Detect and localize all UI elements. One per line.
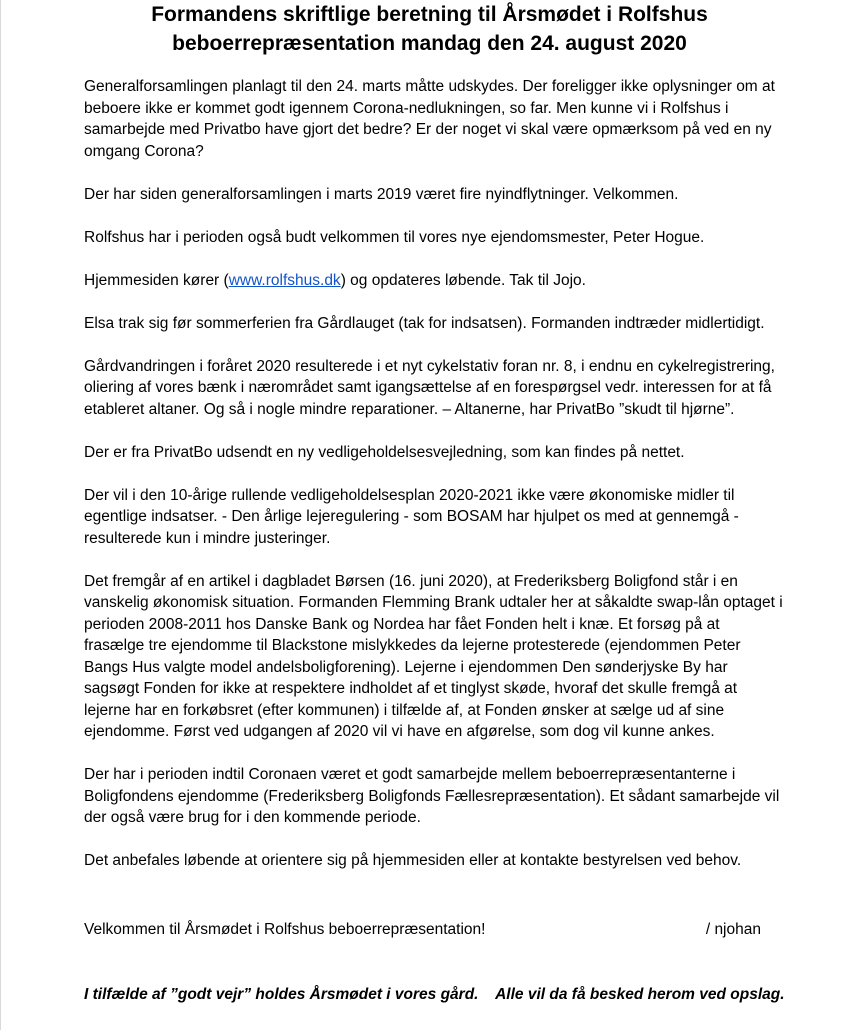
website-text-before: Hjemmesiden kører ( — [84, 271, 229, 289]
paragraph-new-tenants: Der har siden generalforsamlingen i marts 2019 været fire nyindflytninger. Velkommen. — [84, 185, 679, 203]
title-line-2: beboerrepræsentation mandag den 24. august 2020 — [172, 32, 687, 55]
paragraph-caretaker: Rolfshus har i perioden også budt velkommen til vores nye ejendomsmester, Peter Hogue. — [84, 228, 705, 246]
paragraph-recommendation: Det anbefales løbende at orientere sig på hjemmesiden eller at kontakte bestyrelsen ved behov. — [84, 852, 742, 869]
paragraph-boligfond: Det fremgår af en artikel i dagbladet Børsen (16. juni 2020), at Frederiksberg Boligfond står i en vanskelig økonomisk situation. Formanden Flemming Brank udtaler her at såkaldte swap-lån optaget i perioden 2008-2011 hos Danske Bank og Nordea har fået Fonden helt i knæ. Et forsøg på at frasælge tre ejendomme til Blackstone mislykkedes da lejerne protesterede (ejendommen Peter Bangs Hus valgte model andelsboligforening). Lejerne i ejendommen Den sønderjyske By har sagsøgt Fonden for ikke at respektere indholdet af et tinglyst skøde, hvoraf det skulle fremgå at lejerne har en forkøbsret (efter kommunen) i tilfælde af, at Fonden ønsker at sælge ud af sine ejendomme. Først ved udgangen af 2020 vil vi have en afgørelse, som dog vil kunne ankes. — [84, 572, 783, 740]
paragraph-maintenance-plan: Der vil i den 10-årige rullende vedligeholdelsesplan 2020-2021 ikke være økonomiske midler til egentlige indsatser. - Den årlige lejeregulering - som BOSAM har hjulpet os med at gennemgå - resulterede kun i mindre justeringer. — [84, 486, 739, 547]
document-body — [84, 76, 784, 893]
paragraph-website — [84, 270, 784, 292]
title-line-1: Formandens skriftlige beretning til Årsmødet i Rolfshus — [151, 3, 708, 26]
paragraph-courtyard-walk: Gårdvandringen i foråret 2020 resulterede i et nyt cykelstativ foran nr. 8, i endnu en cykelregistrering, oliering af vores bænk i nærområdet samt igangsættelse af en forespørgsel vedr. interessen for at få etableret altaner. Og så i nogle mindre reparationer. – Altanerne, har PrivatBo ”skudt til hjørne”. — [84, 357, 775, 418]
website-text-after: ) og opdateres løbende. Tak til Jojo. — [340, 271, 586, 289]
footer-note: I tilfælde af ”godt vejr” holdes Årsmødet i vores gård. Alle vil da få besked herom ved opslag. — [84, 986, 785, 1003]
paragraph-general-assembly: Generalforsamlingen planlagt til den 24. marts måtte udskydes. Der foreligger ikke oplysninger om at beboere ikke er kommet godt igennem Corona-nedlukningen, so far. Men kunne vi i Rolfshus i samarbejde med Privatbo have gjort det bedre? Er der noget vi skal være opmærksom på ved en ny omgang Corona? — [84, 78, 775, 160]
paragraph-courtyard-guild: Elsa trak sig før sommerferien fra Gårdlauget (tak for indsatsen). Formanden indtræder midlertidigt. — [84, 314, 765, 332]
document-title — [1, 0, 858, 58]
website-link[interactable]: www.rolfshus.dk — [228, 271, 341, 289]
paragraph-cooperation: Der har i perioden indtil Coronaen været et godt samarbejde mellem beboerrepræsentanterne i Boligfondens ejendomme (Frederiksberg Boligfonds Fællesrepræsentation). Et sådant samarbejde vil der også være brug for i den kommende periode. — [84, 766, 780, 826]
paragraph-maintenance-guide: Der er fra PrivatBo udsendt en ny vedligeholdelsesvejledning, som kan findes på nettet. — [84, 443, 685, 461]
closing-welcome: Velkommen til Årsmødet i Rolfshus beboerrepræsentation! — [84, 921, 486, 938]
closing-line — [84, 919, 761, 941]
signature: / njohan — [705, 921, 761, 938]
